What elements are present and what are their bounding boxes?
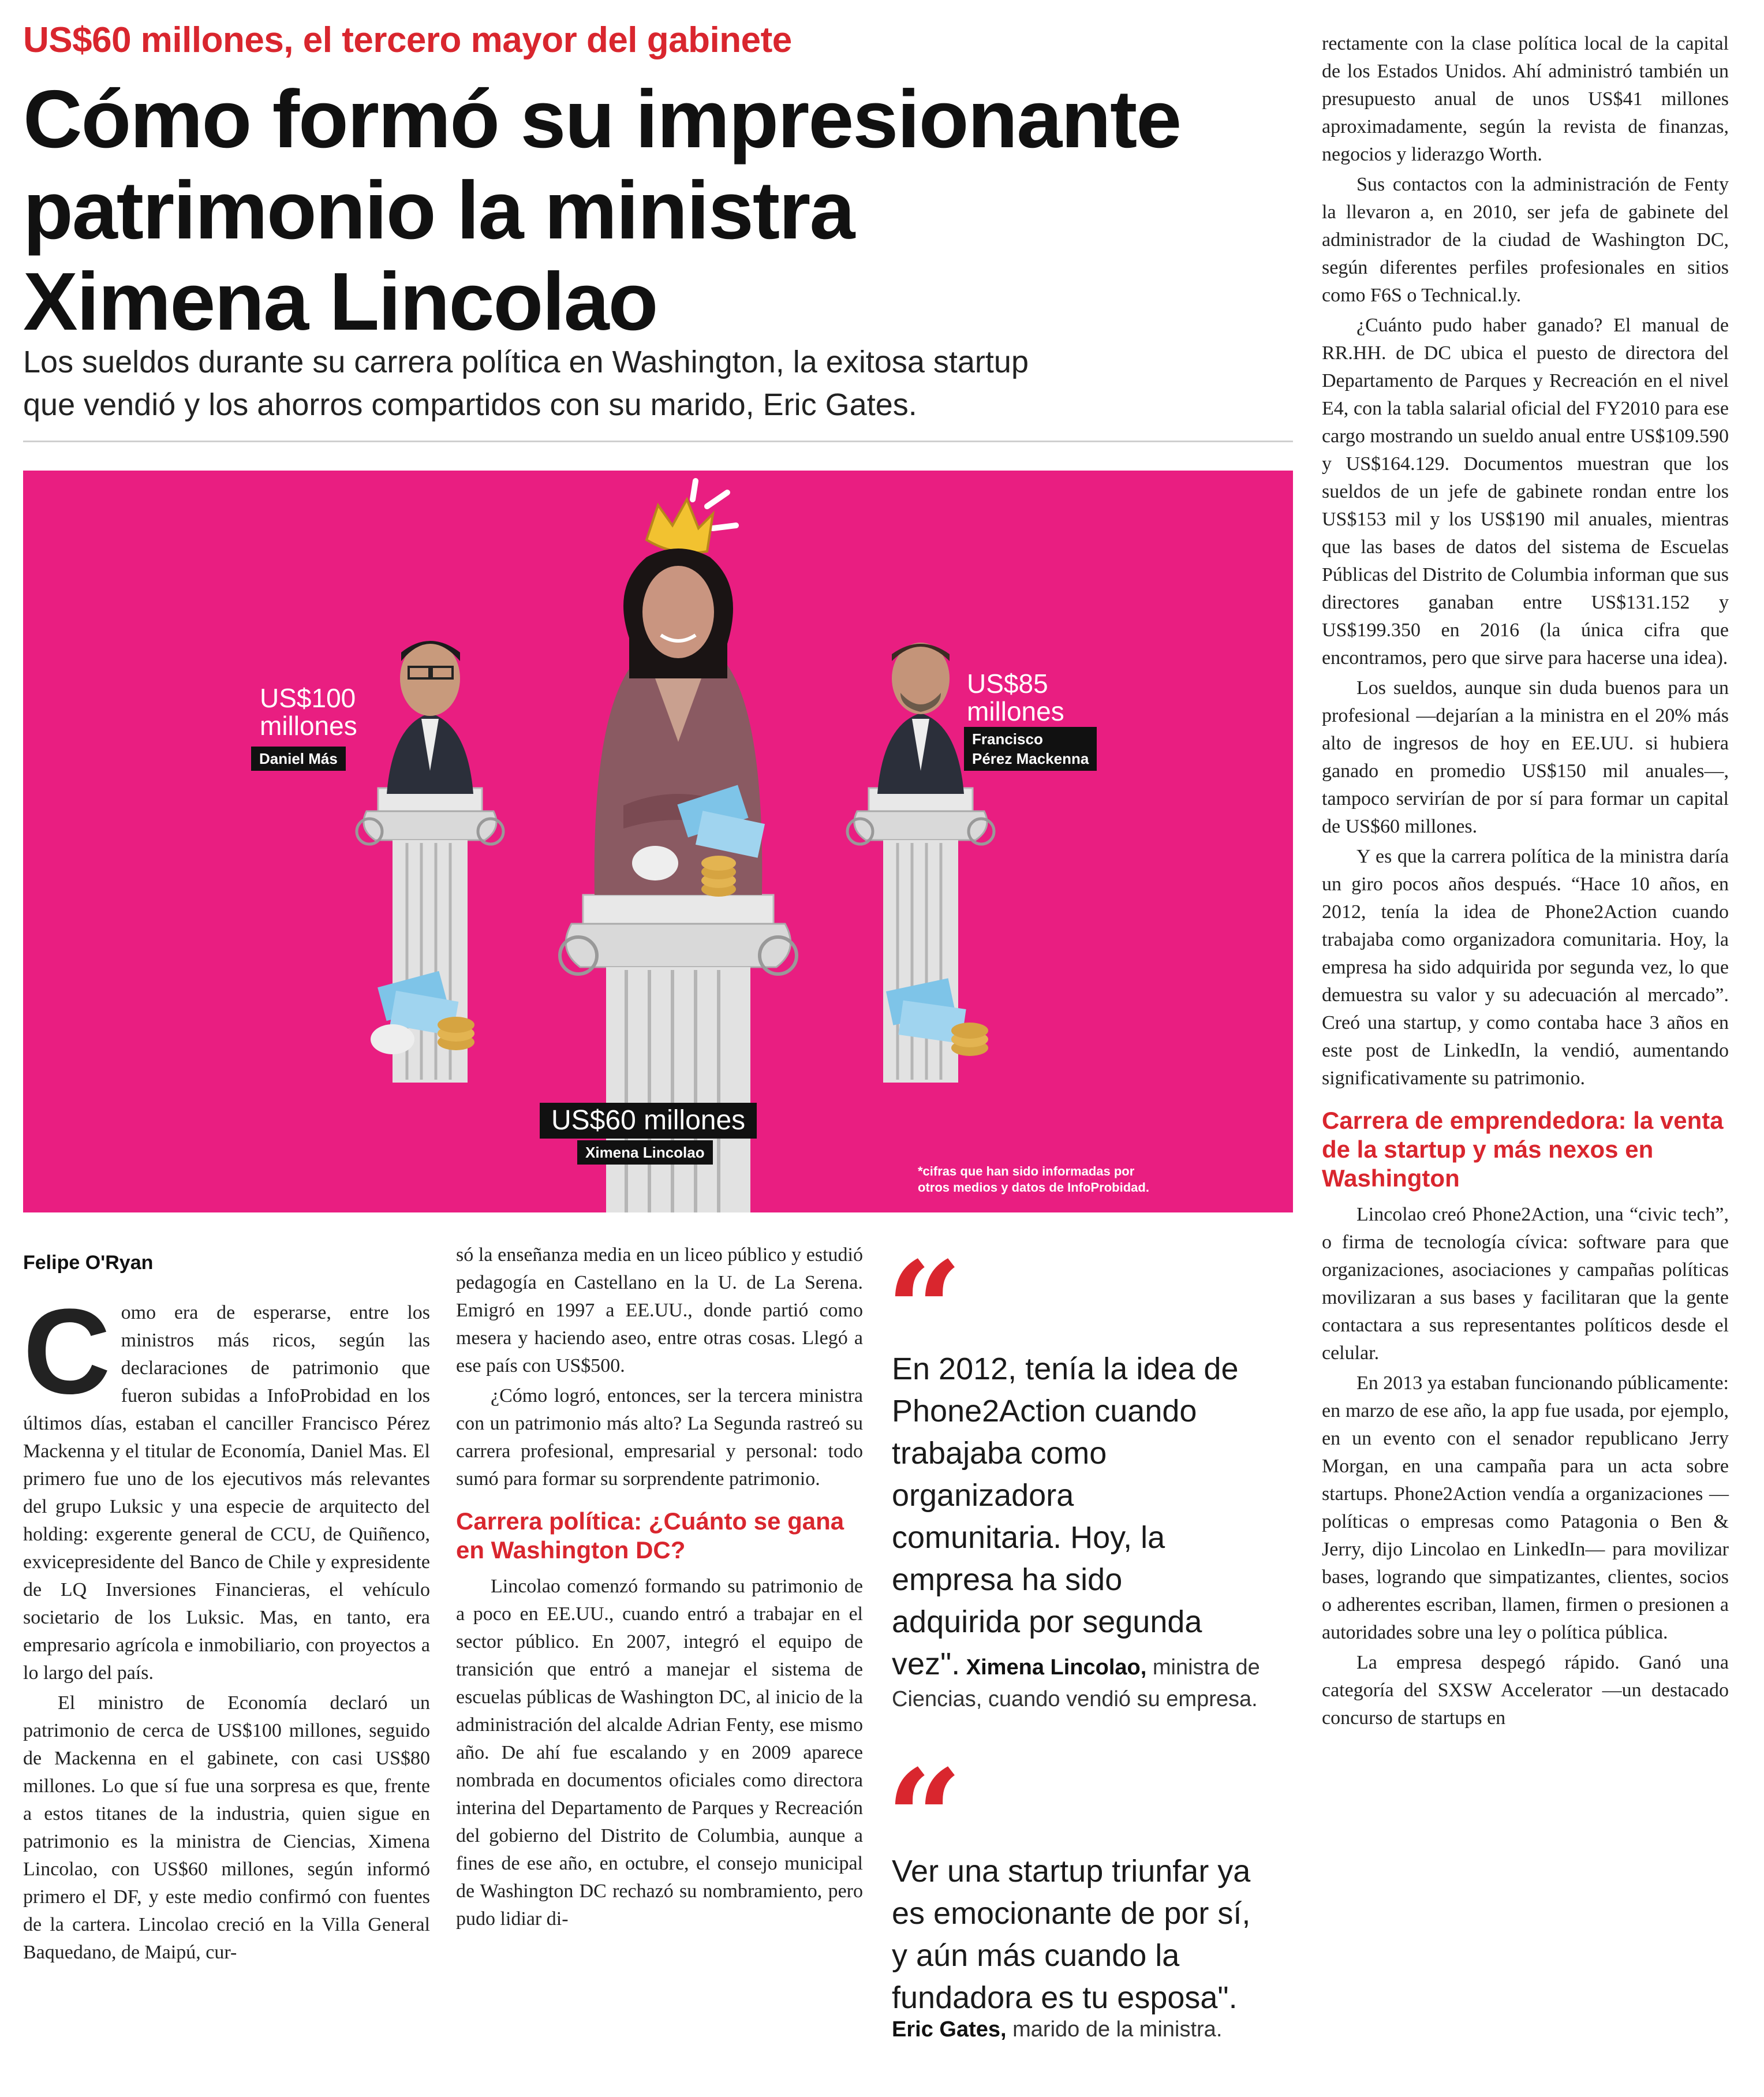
headline [23,74,1281,348]
quote-mark-icon: “ [886,1741,963,1897]
paragraph: La empresa despegó rápido. Ganó una categoría del SXSW Accelerator —un destacado concurso de startups en [1322,1652,1729,1729]
headline-line: patrimonio la ministra [23,165,854,256]
subheading: Carrera de emprendedora: la venta de la startup y más nexos en Washington [1322,1107,1724,1192]
francisco-perez-mackenna-portrait [877,643,964,794]
headline-line: Cómo formó su impresionante [23,73,1181,165]
article-column-4 [1322,30,1729,1734]
pull-quote-2: Ver una startup triunfar ya es emocionante de por sí, y aún más cuando la fundadora es tu esposa". Eric Gates, marido de la ministra. [892,1854,1251,2042]
crown-icon [646,499,713,553]
kicker: US$60 millones, el tercero mayor del gabinete [23,20,792,60]
deck-line: Los sueldos durante su carrera política en Washington, la exitosa startup [23,345,1029,379]
infographic-illustration [23,471,1293,1212]
daniel-mas-portrait [387,641,473,794]
byline: Felipe O'Ryan [23,1252,154,1274]
paragraph: ¿Cuánto pudo haber ganado? El manual de RR.HH. de DC ubica el puesto de directora del Departamento de Parques y Recreación en el nivel E4, con la tabla salarial oficial del FY2010 para ese cargo mostrando un sueldo anual entre US$109.590 y US$164.129. Documentos muestran que los sueldos de un jefe de gabinete rondan entre los US$153 mil y los US$190 mil anuales, mientras que las bases de datos del sistema de Escuelas Públicas del Distrito de Columbia informan que sus directores ganaban entre US$131.152 y US$199.350 en 2016 (la única cifra que encontramos, pero que sirve para hacerse una idea). [1322,315,1729,669]
article-column-2 [456,1241,863,1935]
paragraph: Lincolao creó Phone2Action, una “civic tech”, o firma de tecnología cívica: software para que organizaciones, asociaciones y campañas políticas movilizaran a sus bases y facilitaran que la gente contactara a sus representantes políticos desde el celular. [1322,1204,1729,1364]
center-column [560,895,797,1212]
infographic-note: *cifras que han sido informadas por otros medios y datos de InfoProbidad. [918,1164,1149,1195]
paragraph: Como era de esperarse, entre los ministros más ricos, según las declaraciones de patrimonio que fueron subidas a InfoProbidad en los últimos días, estaban el canciller Francisco Pérez Mackenna y el titular de Economía, Daniel Mas. El primero fue uno de los ejecutivos más relevantes del grupo Luksic y una especie de arquitecto del holding: exgerente general de CCU, de Quiñenco, exvicepresidente del Banco de Chile y expresidente de LQ Inversiones Financieras, el vehículo societario de los Luksic. Mas, en tanto, era empresario agrícola e inmobiliario, con proyectos a lo largo del país. [23,1283,430,1684]
paragraph: Lincolao comenzó formando su patrimonio de a poco en EE.UU., cuando entró a trabajar en el sector público. En 2007, integró el equipo de transición que entró a manejar el sistema de escuelas públicas de Washington DC, al inicio de la administración del alcalde Adrian Fenty, ese mismo año. De ahí fue escalando y en 2009 aparece nombrada en documentos oficiales como directora interina del Departamento de Parques y Recreación del gobierno del Distrito de Columbia, aunque a fines de ese año, en octubre, el consejo municipal de Washington DC rechazó su nombramiento, pero pudo lidiar di- [456,1576,863,1930]
deck-line: que vendió y los ahorros compartidos con su marido, Eric Gates. [23,387,917,422]
left-amount: US$100 millones [260,683,357,741]
deck [23,341,1281,426]
paragraph: rectamente con la clase política local de la capital de los Estados Unidos. Ahí administró también un presupuesto anual de unos US$41 millones aproximadamente, según la revista de finanzas, negocios y liderazgo Worth. [1322,33,1729,165]
infographic [23,471,1293,1212]
header-divider [23,441,1293,442]
sparkle-icon [693,481,736,528]
headline-line: Ximena Lincolao [23,256,657,348]
paragraph: Los sueldos, aunque sin duda buenos para un profesional —dejarían a la ministra en el 20% más alto de ingresos de hoy en EE.UU. si hubiera ganado en promedio US$150 mil anuales—, tampoco servirían de por sí para formar un capital de US$60 millones. [1322,677,1729,837]
subheading: Carrera política: ¿Cuánto se gana en Washington DC? [456,1508,844,1564]
quote-mark-icon: “ [886,1233,963,1389]
right-amount: US$85 millones [967,669,1064,726]
article-column-1 [23,1283,430,1969]
paragraph: El ministro de Economía declaró un patrimonio de cerca de US$100 millones, seguido de Mackenna en el gabinete, con casi US$80 millones. Lo que sí fue una sorpresa es que, frente a estos titanes de la industria, quien sigue en patrimonio es la ministra de Ciencias, Ximena Lincolao, con US$60 millones, según informó primero el DF, y este medio confirmó con fuentes de la cartera. Lincolao creció en la Villa General Baquedano, de Maipú, cur- [23,1692,430,1963]
center-amount: US$60 millones [540,1103,757,1139]
paragraph: ¿Cómo logró, entonces, ser la tercera ministra con un patrimonio más alto? La Segunda rastreó su carrera profesional, empresarial y personal: todo sumó para formar su sorprendente patrimonio. [456,1385,863,1490]
paragraph: Y es que la carrera política de la ministra daría un giro pocos años después. “Hace 10 años, en 2012, tenía la idea de Phone2Action cuando trabajaba como organizadora comunitaria. Hoy, la empresa ha sido adquirida por segunda vez, lo que demuestra su valor y su adecuación al mercado”. Creó una startup, y como contaba hace 3 años en este post de LinkedIn, la vendió, aumentando significativamente su patrimonio. [1322,846,1729,1089]
pull-quote-1: En 2012, tenía la idea de Phone2Action cuando trabajaba como organizadora comunitaria. Hoy, la empresa ha sido adquirida por segunda vez". Ximena Lincolao, ministra de Ciencias, cuando vendió su empresa. [892,1352,1260,1711]
paragraph: En 2013 ya estaban funcionando públicamente: en marzo de ese año, la app fue usada, por ejemplo, en un evento con el senador republicano Jerry Morgan, en una campaña para un acta sobre startups. Phone2Action vendía a organizaciones —políticas o empresas como Patagonia o Ben & Jerry, dijo Lincolao en LinkedIn— para movilizar bases, logrando que simpatizantes, clientes, socios o adherentes escriban, llamen, firmen o presionen a autoridades sobre una ley o política pública. [1322,1372,1729,1643]
center-name-tag: Ximena Lincolao [577,1140,713,1165]
quote-author: Ximena Lincolao, [966,1655,1147,1680]
paragraph: só la enseñanza media en un liceo público y estudió pedagogía en Castellano en la U. de La Serena. Emigró en 1997 a EE.UU., donde partió como mesera y haciendo aseo, entre otras cosas. Llegó a ese país con US$500. [456,1244,863,1376]
quote-author: Eric Gates, [892,2017,1007,2042]
right-name-tag: Francisco Pérez Mackenna [964,727,1097,771]
drop-cap: C [23,1283,111,1419]
left-name-tag: Daniel Más [251,747,346,771]
paragraph: Sus contactos con la administración de Fenty la llevaron a, en 2010, ser jefa de gabinete del administrador de la ciudad de Washington DC, según diferentes perfiles profesionales en sitios como F6S o Technical.ly. [1322,174,1729,306]
